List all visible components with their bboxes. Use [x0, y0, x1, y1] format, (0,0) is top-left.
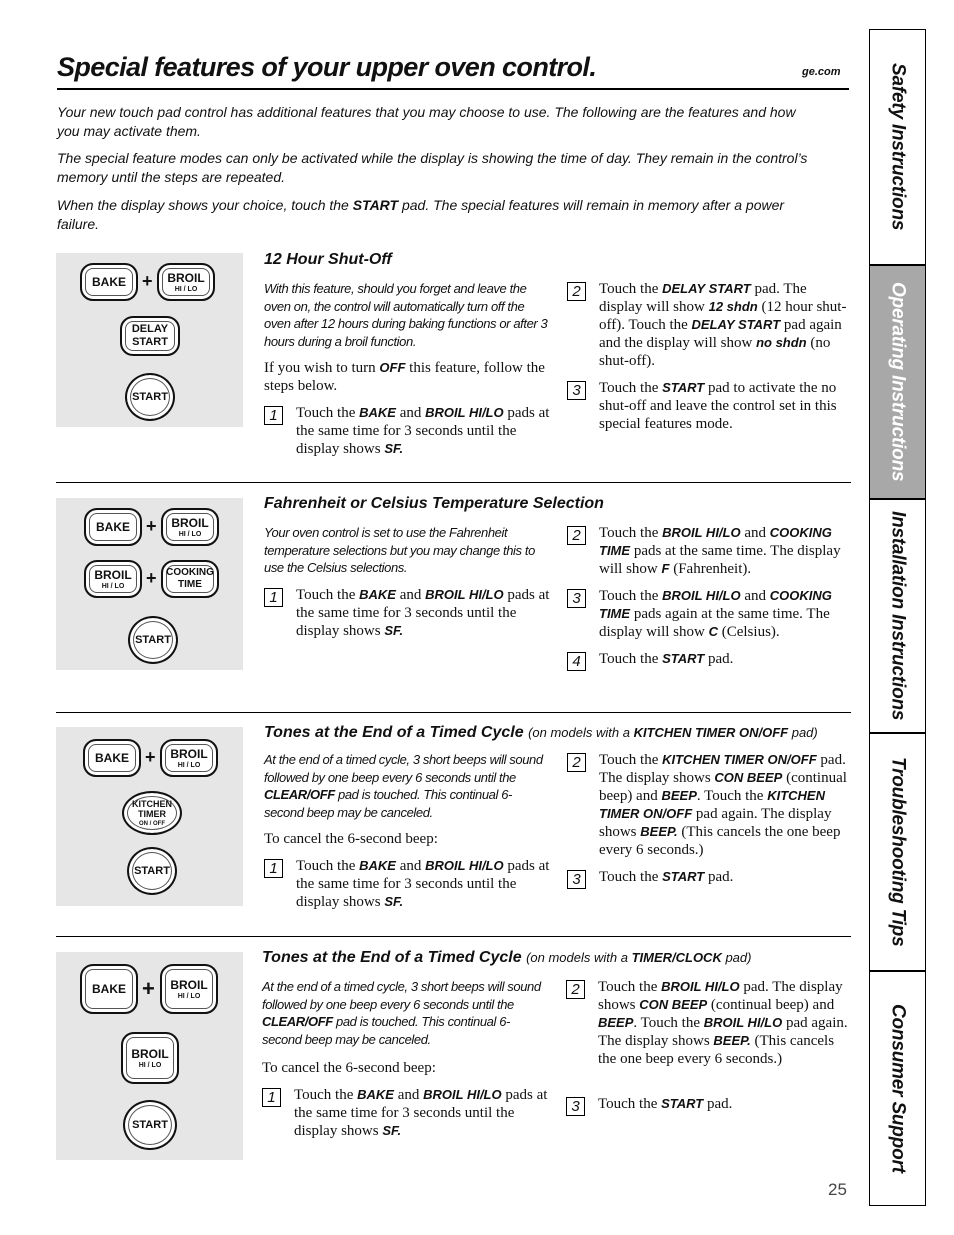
step-1-12hr: 1 Touch the BAKE and BROIL HI/LO pads at the same time for 3 seconds until the display shows SF. — [264, 404, 554, 458]
step-1-tones-kitchen: 1 Touch the BAKE and BROIL HI/LO pads at the same time for 3 seconds until the display shows SF. — [264, 857, 554, 911]
step-3-12hr: 3 Touch the START pad to activate the no shut-off and leave the control set in this special features mode. — [567, 379, 852, 433]
section-title-12hr: 12 Hour Shut-Off — [264, 251, 392, 268]
broil-pad: BROIL HI / LO — [84, 560, 142, 598]
tab-installation-instructions[interactable]: Installation Instructions — [869, 499, 926, 733]
plus-sign: + — [145, 747, 156, 767]
step-4-temp: 4 Touch the START pad. — [567, 650, 852, 671]
page-title: Special features of your upper oven control. — [57, 52, 597, 82]
pad-illustration-12hr — [56, 253, 243, 427]
tab-troubleshooting-tips[interactable]: Troubleshooting Tips — [869, 733, 926, 971]
plus-sign: + — [142, 271, 153, 291]
start-pad: START — [123, 1100, 177, 1150]
section-divider — [56, 482, 851, 483]
broil-pad: BROIL HI / LO — [121, 1032, 179, 1084]
pad-illustration-timer-clock — [56, 952, 243, 1160]
section-title-tones-clock: Tones at the End of a Timed Cycle (on models with a TIMER/CLOCK pad) — [262, 949, 752, 966]
broil-pad: BROIL HI / LO — [157, 263, 215, 301]
page-number: 25 — [828, 1180, 847, 1199]
section-desc-temp: Your oven control is set to use the Fahrenheit temperature selections but you may change this to use the Celsius selections. — [264, 525, 535, 575]
step-2-temp: 2 Touch the BROIL HI/LO and COOKING TIME pads at the same time. The display will show F (Fahrenheit). — [567, 524, 852, 578]
broil-pad: BROIL HI / LO — [160, 739, 218, 777]
tab-operating-instructions[interactable]: Operating Instructions — [869, 265, 926, 499]
site-url: ge.com — [802, 66, 841, 78]
step-2-12hr: 2 Touch the DELAY START pad. The display will show 12 shdn (12 hour shut-off). Touch the DELAY START pad again and the display will show no shdn (no shut-off). — [567, 280, 852, 370]
section-desc-tones-kitchen: At the end of a timed cycle, 3 short beeps will sound followed by one beep every 6 seconds until the CLEAR/OFF pad is touched. This continual 6-second beep may be canceled. — [264, 752, 543, 820]
section-divider — [56, 712, 851, 713]
step-1-temp: 1 Touch the BAKE and BROIL HI/LO pads at the same time for 3 seconds until the display shows SF. — [264, 586, 554, 640]
section-desc-12hr: With this feature, should you forget and leave the oven on, the control will automatically turn off the oven after 12 hours during baking functions or after 3 hours during a broil function. — [264, 281, 548, 349]
step-3-tones-clock: 3 Touch the START pad. — [566, 1095, 852, 1116]
pad-illustration-kitchen-timer — [56, 727, 243, 906]
section-title-tones-kitchen: Tones at the End of a Timed Cycle (on models with a KITCHEN TIMER ON/OFF pad) — [264, 724, 818, 741]
step-2-tones-kitchen: 2 Touch the KITCHEN TIMER ON/OFF pad. The display shows CON BEEP (continual beep) and BEEP. Touch the KITCHEN TIMER ON/OFF pad again. The display shows BEEP. (This cancels the one beep every 6 seconds.) — [567, 751, 852, 859]
section-title-temp: Fahrenheit or Celsius Temperature Selection — [264, 495, 604, 512]
step-3-tones-kitchen: 3 Touch the START pad. — [567, 868, 852, 889]
broil-pad: BROIL HI / LO — [161, 508, 219, 546]
intro-paragraph-3: When the display shows your choice, touch the START pad. The special features will remain in memory after a power failure. — [57, 197, 785, 232]
plus-sign: + — [142, 976, 155, 1001]
bake-pad: BAKE — [83, 739, 141, 777]
broil-pad: BROIL HI / LO — [160, 964, 218, 1014]
title-divider — [57, 88, 849, 90]
start-pad: START — [128, 616, 178, 664]
section-divider — [56, 936, 851, 937]
tab-consumer-support[interactable]: Consumer Support — [869, 971, 926, 1206]
section-para-12hr: If you wish to turn OFF this feature, follow the steps below. — [264, 360, 545, 394]
intro-paragraph-2: The special feature modes can only be activated while the display is showing the time of day. They remain in the control’s memory until the steps are repeated. — [57, 150, 808, 185]
section-para-tones-clock: To cancel the 6-second beep: — [262, 1060, 436, 1076]
step-1-tones-clock: 1 Touch the BAKE and BROIL HI/LO pads at the same time for 3 seconds until the display shows SF. — [262, 1086, 552, 1140]
tab-safety-instructions[interactable]: Safety Instructions — [869, 29, 926, 265]
plus-sign: + — [146, 568, 157, 588]
cooking-time-pad: COOKING TIME — [161, 560, 219, 598]
bake-pad: BAKE — [80, 964, 138, 1014]
pad-illustration-temp — [56, 498, 243, 670]
start-pad: START — [127, 847, 177, 895]
intro-paragraph-1: Your new touch pad control has additional features that you may choose to use. The following are the features and how you may activate them. — [57, 104, 796, 139]
bake-pad: BAKE — [84, 508, 142, 546]
step-3-temp: 3 Touch the BROIL HI/LO and COOKING TIME pads again at the same time. The display will show C (Celsius). — [567, 587, 852, 641]
kitchen-timer-pad: KITCHEN TIMER ON / OFF — [122, 791, 182, 835]
section-para-tones-kitchen: To cancel the 6-second beep: — [264, 831, 438, 847]
section-desc-tones-clock: At the end of a timed cycle, 3 short beeps will sound followed by one beep every 6 seconds until the CLEAR/OFF pad is touched. This continual 6-second beep may be canceled. — [262, 979, 541, 1047]
delay-start-pad: DELAY START — [120, 316, 180, 356]
plus-sign: + — [146, 516, 157, 536]
start-pad: START — [125, 373, 175, 421]
bake-pad: BAKE — [80, 263, 138, 301]
step-2-tones-clock: 2 Touch the BROIL HI/LO pad. The display shows CON BEEP (continual beep) and BEEP. Touch the BROIL HI/LO pad again. The display shows BEEP. (This cancels the one beep every 6 seconds.) — [566, 978, 852, 1068]
